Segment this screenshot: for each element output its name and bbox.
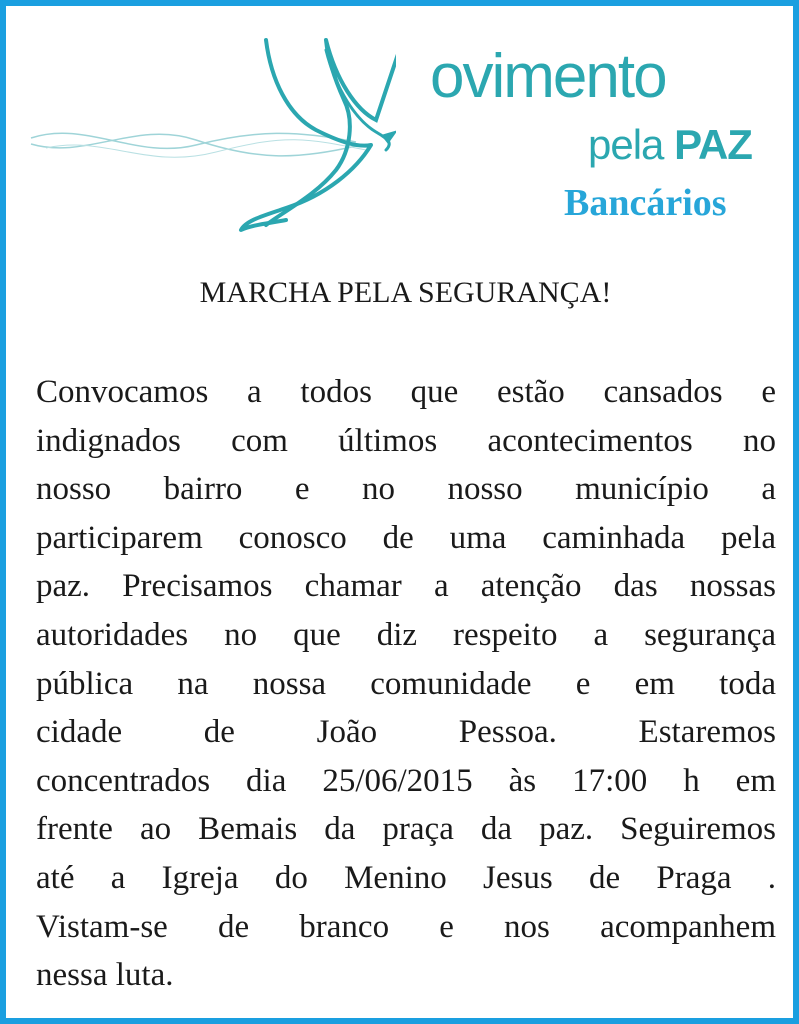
body-line: indignados com últimos acontecimentos no <box>36 422 776 459</box>
body-line: frente ao Bemais da praça da paz. Seguiremos <box>36 811 776 848</box>
logo-pela: pela <box>588 121 664 168</box>
page-title: MARCHA PELA SEGURANÇA! <box>199 276 612 309</box>
body-line: Vistam-se de branco e nos acompanhem <box>36 908 776 945</box>
body-line: nessa luta. <box>36 957 174 994</box>
body-line: pública na nossa comunidade e em toda <box>36 665 776 702</box>
logo-tagline <box>588 121 752 168</box>
logo-paz: PAZ <box>674 121 752 168</box>
body-line: Convocamos a todos que estão cansados e <box>36 374 776 410</box>
body-line: concentrados dia 25/06/2015 às 17:00 h em <box>36 762 776 799</box>
body-line: paz. Precisamos chamar a atenção das nossas <box>36 568 776 605</box>
body-line: até a Igreja do Menino Jesus de Praga . <box>36 859 776 896</box>
body-line: autoridades no que diz respeito a segurança <box>36 616 776 653</box>
body-text <box>36 368 776 1000</box>
body-line: nosso bairro e no nosso município a <box>36 471 776 508</box>
body-line: cidade de João Pessoa. Estaremos <box>36 714 776 751</box>
logo-subtitle: Bancários <box>564 182 727 224</box>
body-line: participarem conosco de uma caminhada pela <box>36 519 776 556</box>
dove-logo-icon <box>26 20 396 250</box>
logo-wordmark: ovimento <box>430 42 666 111</box>
